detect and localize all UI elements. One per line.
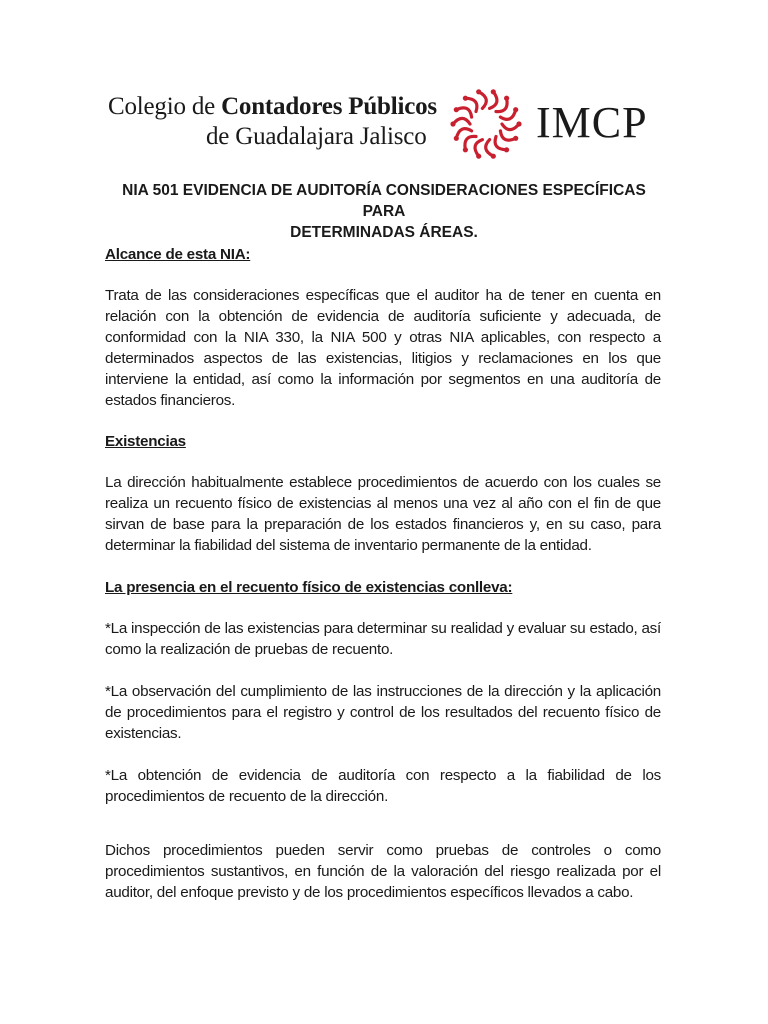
paragraph-closing: Dichos procedimientos pueden servir como pruebas de controles o como procedimientos sustantivos, en función de la valoración del riesgo realizada por el auditor, del enfoque previsto y de los procedimientos específicos llevados a cabo.: [105, 842, 661, 901]
section-heading-existencias: Existencias: [105, 433, 186, 450]
imcp-logo-text: IMCP: [536, 98, 648, 147]
document-title: [100, 180, 668, 243]
document-body: [105, 244, 661, 903]
section-heading-presencia: La presencia en el recuento físico de existencias conlleva:: [105, 579, 513, 596]
organization-name-line2: de Guadalajara Jalisco: [206, 123, 427, 150]
imcp-logo-icon: [448, 86, 524, 162]
paragraph-alcance: Trata de las consideraciones específicas que el auditor ha de tener en cuenta en relación con la obtención de evidencia de auditoría suficiente y adecuada, de conformidad con la NIA 330, la NIA 500 y otras NIA aplicables, con respecto a determinados aspectos de las existencias, litigios y reclamaciones en los que interviene la entidad, así como la información por segmentos en una auditoría de estados financieros.: [105, 287, 661, 409]
section-heading-alcance: Alcance de esta NIA:: [105, 246, 251, 263]
organization-name-line1: Colegio de Contadores Públicos: [108, 93, 437, 120]
list-item-inspeccion: *La inspección de las existencias para determinar su realidad y evaluar su estado, así como la realización de pruebas de recuento.: [105, 620, 661, 658]
list-item-obtencion: *La obtención de evidencia de auditoría con respecto a la fiabilidad de los procedimientos de recuento de la dirección.: [105, 767, 661, 805]
letterhead: [108, 92, 668, 162]
list-item-observacion: *La observación del cumplimiento de las instrucciones de la dirección y la aplicación de procedimientos para el registro y control de los resultados del recuento físico de existencias.: [105, 683, 661, 742]
document-title-line1: NIA 501 EVIDENCIA DE AUDITORÍA CONSIDERACIONES ESPECÍFICAS PARA: [122, 182, 646, 220]
organization-name: [108, 92, 448, 152]
document-title-line2: DETERMINADAS ÁREAS.: [290, 224, 478, 241]
paragraph-existencias: La dirección habitualmente establece procedimientos de acuerdo con los cuales se realiza un recuento físico de existencias al menos una vez al año con el fin de que sirvan de base para la preparación de los estados financieros y, en su caso, para determinar la fiabilidad del sistema de inventario permanente de la entidad.: [105, 474, 661, 554]
